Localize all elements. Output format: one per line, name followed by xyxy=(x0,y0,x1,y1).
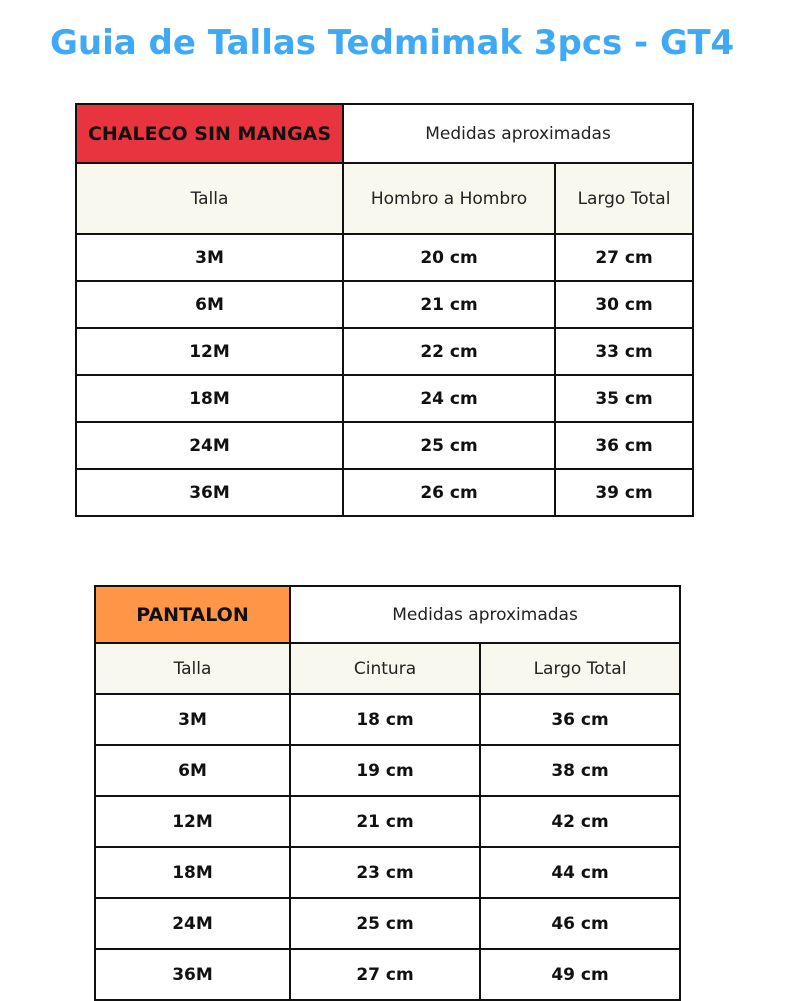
shoulder-cell: 20 cm xyxy=(343,234,555,281)
table-row xyxy=(95,898,680,949)
column-header-row xyxy=(95,643,680,694)
waist-cell: 21 cm xyxy=(290,796,480,847)
table-row xyxy=(95,745,680,796)
size-cell: 3M xyxy=(95,694,290,745)
size-cell: 36M xyxy=(76,469,343,516)
shoulder-cell: 21 cm xyxy=(343,281,555,328)
waist-cell: 19 cm xyxy=(290,745,480,796)
table-header-row xyxy=(95,586,680,643)
length-cell: 30 cm xyxy=(555,281,693,328)
column-header-row xyxy=(76,163,693,234)
shoulder-cell: 25 cm xyxy=(343,422,555,469)
table-row xyxy=(76,422,693,469)
shoulder-cell: 22 cm xyxy=(343,328,555,375)
size-cell: 3M xyxy=(76,234,343,281)
shoulder-cell: 24 cm xyxy=(343,375,555,422)
size-cell: 36M xyxy=(95,949,290,1000)
length-cell: 27 cm xyxy=(555,234,693,281)
table-row xyxy=(95,847,680,898)
length-cell: 33 cm xyxy=(555,328,693,375)
table-row xyxy=(95,949,680,1000)
length-cell: 46 cm xyxy=(480,898,680,949)
length-cell: 35 cm xyxy=(555,375,693,422)
length-cell: 42 cm xyxy=(480,796,680,847)
column-header-largo: Largo Total xyxy=(555,163,693,234)
length-cell: 44 cm xyxy=(480,847,680,898)
size-cell: 18M xyxy=(95,847,290,898)
table-row xyxy=(95,796,680,847)
page-title: Guia de Tallas Tedmimak 3pcs - GT4 xyxy=(50,23,735,63)
length-cell: 36 cm xyxy=(555,422,693,469)
length-cell: 38 cm xyxy=(480,745,680,796)
column-header-cintura: Cintura xyxy=(290,643,480,694)
waist-cell: 18 cm xyxy=(290,694,480,745)
pantalon-size-table xyxy=(94,585,681,1001)
table-row xyxy=(76,234,693,281)
garment-label-chaleco: CHALECO SIN MANGAS xyxy=(76,104,343,163)
table-row xyxy=(76,375,693,422)
size-cell: 24M xyxy=(76,422,343,469)
length-cell: 39 cm xyxy=(555,469,693,516)
column-header-talla: Talla xyxy=(76,163,343,234)
size-cell: 6M xyxy=(95,745,290,796)
table-row xyxy=(76,328,693,375)
column-header-largo: Largo Total xyxy=(480,643,680,694)
size-cell: 6M xyxy=(76,281,343,328)
waist-cell: 27 cm xyxy=(290,949,480,1000)
garment-label-pantalon: PANTALON xyxy=(95,586,290,643)
waist-cell: 25 cm xyxy=(290,898,480,949)
size-cell: 12M xyxy=(76,328,343,375)
length-cell: 49 cm xyxy=(480,949,680,1000)
size-cell: 24M xyxy=(95,898,290,949)
table-row xyxy=(76,281,693,328)
chaleco-size-table xyxy=(75,103,694,517)
approx-measurements-label: Medidas aproximadas xyxy=(290,586,680,643)
column-header-talla: Talla xyxy=(95,643,290,694)
approx-measurements-label: Medidas aproximadas xyxy=(343,104,693,163)
column-header-hombro: Hombro a Hombro xyxy=(343,163,555,234)
waist-cell: 23 cm xyxy=(290,847,480,898)
table-row xyxy=(95,694,680,745)
table-header-row xyxy=(76,104,693,163)
length-cell: 36 cm xyxy=(480,694,680,745)
size-cell: 12M xyxy=(95,796,290,847)
size-cell: 18M xyxy=(76,375,343,422)
shoulder-cell: 26 cm xyxy=(343,469,555,516)
table-row xyxy=(76,469,693,516)
